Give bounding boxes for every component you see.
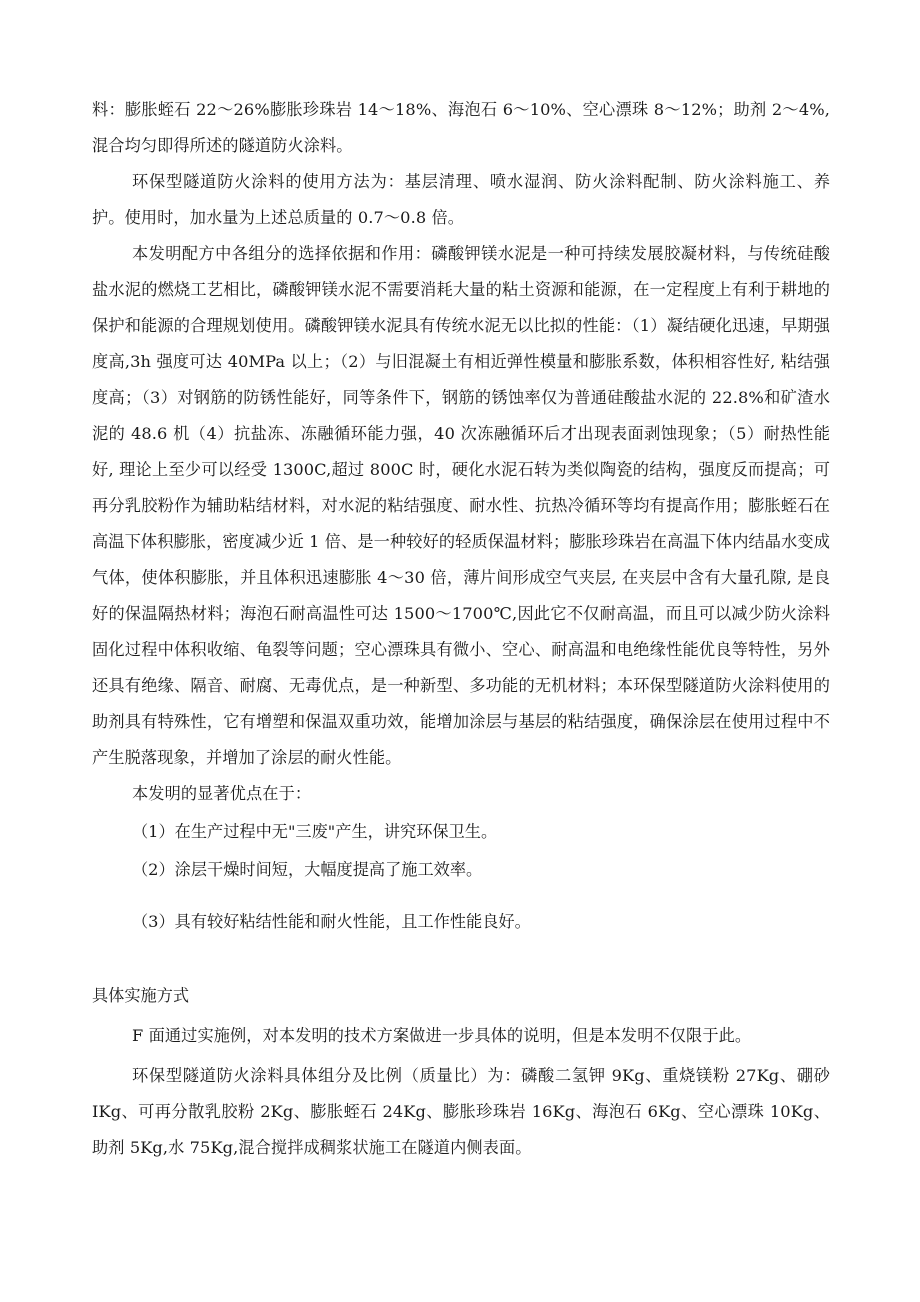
advantage-item-2: （2）涂层干燥时间短，大幅度提高了施工效率。 xyxy=(132,860,483,879)
advantage-item-3: （3）具有较好粘结性能和耐火性能，且工作性能良好。 xyxy=(132,912,531,931)
section-heading: 具体实施方式 xyxy=(92,986,190,1005)
paragraph-component-rationale: 本发明配方中各组分的选择依据和作用：磷酸钾镁水泥是一种可持续发展胶凝材料，与传统硅酸盐水泥的燃烧工艺相比，磷酸钾镁水泥不需要消耗大量的粘土资源和能源，在一定程度上有利于耕地的保护和能源的合理规划使用。磷酸钾镁水泥具有传统水泥无以比拟的性能：（1）凝结硬化迅速，早期强度高,3h 强度可达 40MPa 以上；（2）与旧混凝土有相近弹性模量和膨胀系数，体积相容性好, 粘结强度高；（3）对钢筋的防锈性能好，同等条件下，钢筋的锈蚀率仅为普通硅酸盐水泥的 22.8%和矿渣水泥的 48.6 机（4）抗盐冻、冻融循环能力强，40 次冻融循环后才出现表面剥蚀现象；（5）耐热性能好, 理论上至少可以经受 1300C,超过 800C 时，硬化水泥石转为类似陶瓷的结构，强度反而提高；可再分乳胶粉作为辅助粘结材料，对水泥的粘结强度、耐水性、抗热冷循环等均有提高作用；膨胀蛭石在高温下体积膨胀，密度减少近 1 倍、是一种较好的轻质保温材料；膨胀珍珠岩在高温下体内结晶水变成气体，使体积膨胀，并且体积迅速膨胀 4～30 倍，薄片间形成空气夹层, 在夹层中含有大量孔隙, 是良好的保温隔热材料；海泡石耐高温性可达 1500～1700℃,因此它不仅耐高温，而且可以减少防火涂料固化过程中体积收缩、龟裂等问题；空心漂珠具有微小、空心、耐高温和电绝缘性能优良等特性，另外还具有绝缘、隔音、耐腐、无毒优点，是一种新型、多功能的无机材料；本环保型隧道防火涂料使用的助剂具有特殊性，它有增塑和保温双重功效，能增加涂层与基层的粘结强度，确保涂层在使用过程中不产生脱落现象，并增加了涂层的耐火性能。 xyxy=(92,244,830,767)
paragraph-embodiment-composition: 环保型隧道防火涂料具体组分及比例（质量比）为：磷酸二氢钾 9Kg、重烧镁粉 27Kg、硼砂 IKg、可再分散乳胶粉 2Kg、膨胀蛭石 24Kg、膨胀珍珠岩 16Kg、海泡石 6Kg、空心漂珠 10Kg、助剂 5Kg,水 75Kg,混合搅拌成稠浆状施工在隧道内侧表面。 xyxy=(92,1066,830,1157)
paragraph-embodiment-intro: F 面通过实施例，对本发明的技术方案做进一步具体的说明，但是本发明不仅限于此。 xyxy=(132,1026,752,1045)
paragraph-advantages-intro: 本发明的显著优点在于： xyxy=(132,784,312,803)
advantage-item-1: （1）在生产过程中无"三废"产生，讲究环保卫生。 xyxy=(132,822,498,841)
paragraph-usage-method: 环保型隧道防火涂料的使用方法为：基层清理、喷水湿润、防火涂料配制、防火涂料施工、养护。使用时，加水量为上述总质量的 0.7～0.8 倍。 xyxy=(92,172,830,227)
document-page xyxy=(92,92,830,1166)
paragraph-formula-continuation: 料：膨胀蛭石 22～26%膨胀珍珠岩 14～18%、海泡石 6～10%、空心漂珠 8～12%；助剂 2～4%,混合均匀即得所述的隧道防火涂料。 xyxy=(92,100,830,155)
